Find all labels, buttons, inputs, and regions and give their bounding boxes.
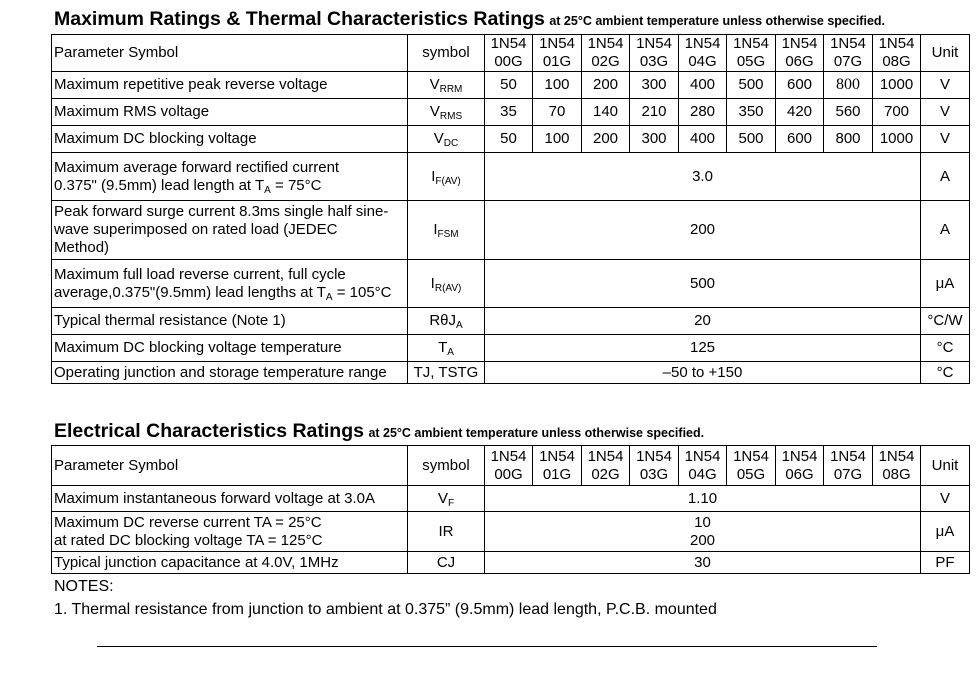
param-cell: Typical junction capacitance at 4.0V, 1MHz xyxy=(52,552,408,574)
param-cell: Maximum DC blocking voltage xyxy=(52,126,408,153)
value-cell: 50 xyxy=(485,126,533,153)
header-part: 1N54 05G xyxy=(727,446,776,486)
footer-divider xyxy=(97,646,877,647)
unit-cell: °C xyxy=(921,335,970,362)
symbol-cell: $V_{RRM}$ xyxy=(408,72,485,99)
param-cell: Maximum full load reverse current, full cycle average,0.375"(9.5mm) lead lengths at $T_A = 105^\circ C$ xyxy=(52,260,408,308)
header-part: 1N54 07G xyxy=(824,446,873,486)
unit-cell: PF xyxy=(921,552,970,574)
value-cell: 70 xyxy=(533,99,582,126)
table-row-ifav xyxy=(52,153,970,201)
header-symbol: symbol xyxy=(408,35,485,72)
param-cell: Maximum DC reverse current TA = 25°C at rated DC blocking voltage TA = 125°C xyxy=(52,512,408,552)
symbol-cell: RθJ$_A$ xyxy=(408,308,485,335)
symbol-cell: $V_{RMS}$ xyxy=(408,99,485,126)
header-part: 1N54 00G xyxy=(485,446,533,486)
table-row-vf xyxy=(52,486,970,512)
value-cell: 10 200 xyxy=(485,512,921,552)
value-cell: 200 xyxy=(485,201,921,260)
table-row-irav xyxy=(52,260,970,308)
value-cell: 350 xyxy=(727,99,776,126)
value-cell: 280 xyxy=(679,99,727,126)
unit-cell: V xyxy=(921,99,970,126)
table-row-tj xyxy=(52,362,970,384)
electrical-characteristics-table xyxy=(51,445,970,574)
section2-title: Electrical Characteristics Ratings xyxy=(54,420,364,442)
header-part: 1N54 02G xyxy=(582,35,630,72)
value-cell: 125 xyxy=(485,335,921,362)
header-part: 1N54 06G xyxy=(776,446,824,486)
value-cell: 50 xyxy=(485,72,533,99)
param-cell: Maximum DC blocking voltage temperature xyxy=(52,335,408,362)
value-cell: 200 xyxy=(582,72,630,99)
value-cell: 300 xyxy=(630,126,679,153)
unit-cell: V xyxy=(921,126,970,153)
value-cell: 210 xyxy=(630,99,679,126)
note-1: 1. Thermal resistance from junction to ambient at 0.375” (9.5mm) lead length, P.C.B. mounted xyxy=(54,601,717,618)
value-cell: 140 xyxy=(582,99,630,126)
header-part: 1N54 00G xyxy=(485,35,533,72)
header-unit: Unit xyxy=(921,35,970,72)
unit-cell: °C xyxy=(921,362,970,384)
table-row-cj xyxy=(52,552,970,574)
table-row-thermal-resistance xyxy=(52,308,970,335)
value-cell: 200 xyxy=(582,126,630,153)
param-cell: Maximum RMS voltage xyxy=(52,99,408,126)
symbol-cell: $T_A$ xyxy=(408,335,485,362)
param-cell: Maximum instantaneous forward voltage at 3.0A xyxy=(52,486,408,512)
value-cell: 560 xyxy=(824,99,873,126)
header-part: 1N54 06G xyxy=(776,35,824,72)
unit-cell: A xyxy=(921,153,970,201)
unit-cell: V xyxy=(921,486,970,512)
unit-cell: °C/W xyxy=(921,308,970,335)
param-cell: Maximum repetitive peak reverse voltage xyxy=(52,72,408,99)
table-header-row xyxy=(52,446,970,486)
table-row-vrrm xyxy=(52,72,970,99)
symbol-cell: IR xyxy=(408,512,485,552)
value-cell: 500 xyxy=(485,260,921,308)
section2-subtitle: at 25°C ambient temperature unless otherwise specified. xyxy=(368,426,705,440)
header-part: 1N54 01G xyxy=(533,446,582,486)
value-cell: 800 xyxy=(824,72,873,99)
value-cell: 600 xyxy=(776,72,824,99)
header-unit: Unit xyxy=(921,446,970,486)
symbol-cell: $I_{FSM}$ xyxy=(408,201,485,260)
header-part: 1N54 03G xyxy=(630,446,679,486)
table-row-ir xyxy=(52,512,970,552)
value-cell: 100 xyxy=(533,72,582,99)
symbol-cell: $V_F$ xyxy=(408,486,485,512)
header-part: 1N54 05G xyxy=(727,35,776,72)
symbol-cell: $V_{DC}$ xyxy=(408,126,485,153)
section2-heading xyxy=(54,420,704,443)
symbol-cell: $I_{F(AV)}$ xyxy=(408,153,485,201)
value-cell: 3.0 xyxy=(485,153,921,201)
value-cell: 400 xyxy=(679,126,727,153)
header-part: 1N54 04G xyxy=(679,35,727,72)
header-part: 1N54 07G xyxy=(824,35,873,72)
section1-subtitle: at 25°C ambient temperature unless otherwise specified. xyxy=(549,14,886,28)
section1-heading xyxy=(54,8,885,31)
symbol-cell: $I_{R(AV)}$ xyxy=(408,260,485,308)
table-row-vrms xyxy=(52,99,970,126)
param-cell: Peak forward surge current 8.3ms single half sine- wave superimposed on rated load (JEDEC Method) xyxy=(52,201,408,260)
table-row-vdc xyxy=(52,126,970,153)
unit-cell: A xyxy=(921,201,970,260)
maximum-ratings-table xyxy=(51,34,970,384)
value-cell: 600 xyxy=(776,126,824,153)
header-part: 1N54 08G xyxy=(873,446,921,486)
value-cell: –50 to +150 xyxy=(485,362,921,384)
value-cell: 1.10 xyxy=(485,486,921,512)
unit-cell: V xyxy=(921,72,970,99)
section1-title: Maximum Ratings & Thermal Characteristics Ratings xyxy=(54,8,545,30)
unit-cell: μA xyxy=(921,260,970,308)
value-cell: 20 xyxy=(485,308,921,335)
value-cell: 1000 xyxy=(873,126,921,153)
value-cell: 400 xyxy=(679,72,727,99)
value-cell: 100 xyxy=(533,126,582,153)
header-part: 1N54 03G xyxy=(630,35,679,72)
header-part: 1N54 01G xyxy=(533,35,582,72)
value-cell: 800 xyxy=(824,126,873,153)
value-cell: 500 xyxy=(727,72,776,99)
header-part: 1N54 08G xyxy=(873,35,921,72)
symbol-cell: TJ, TSTG xyxy=(408,362,485,384)
notes-heading: NOTES: xyxy=(54,578,114,595)
table-row-ifsm xyxy=(52,201,970,260)
header-part: 1N54 02G xyxy=(582,446,630,486)
value-cell: 700 xyxy=(873,99,921,126)
value-cell: 500 xyxy=(727,126,776,153)
value-cell: 30 xyxy=(485,552,921,574)
value-cell: 420 xyxy=(776,99,824,126)
param-cell: Maximum average forward rectified current 0.375" (9.5mm) lead length at $T_A = 75^\circ C$ xyxy=(52,153,408,201)
value-cell: 35 xyxy=(485,99,533,126)
value-cell: 1000 xyxy=(873,72,921,99)
symbol-cell: CJ xyxy=(408,552,485,574)
table-row-ta xyxy=(52,335,970,362)
header-part: 1N54 04G xyxy=(679,446,727,486)
param-cell: Operating junction and storage temperature range xyxy=(52,362,408,384)
value-cell: 300 xyxy=(630,72,679,99)
header-symbol: symbol xyxy=(408,446,485,486)
unit-cell: μA xyxy=(921,512,970,552)
header-parameter: Parameter Symbol xyxy=(52,35,408,72)
header-parameter: Parameter Symbol xyxy=(52,446,408,486)
table-header-row xyxy=(52,35,970,72)
param-cell: Typical thermal resistance (Note 1) xyxy=(52,308,408,335)
